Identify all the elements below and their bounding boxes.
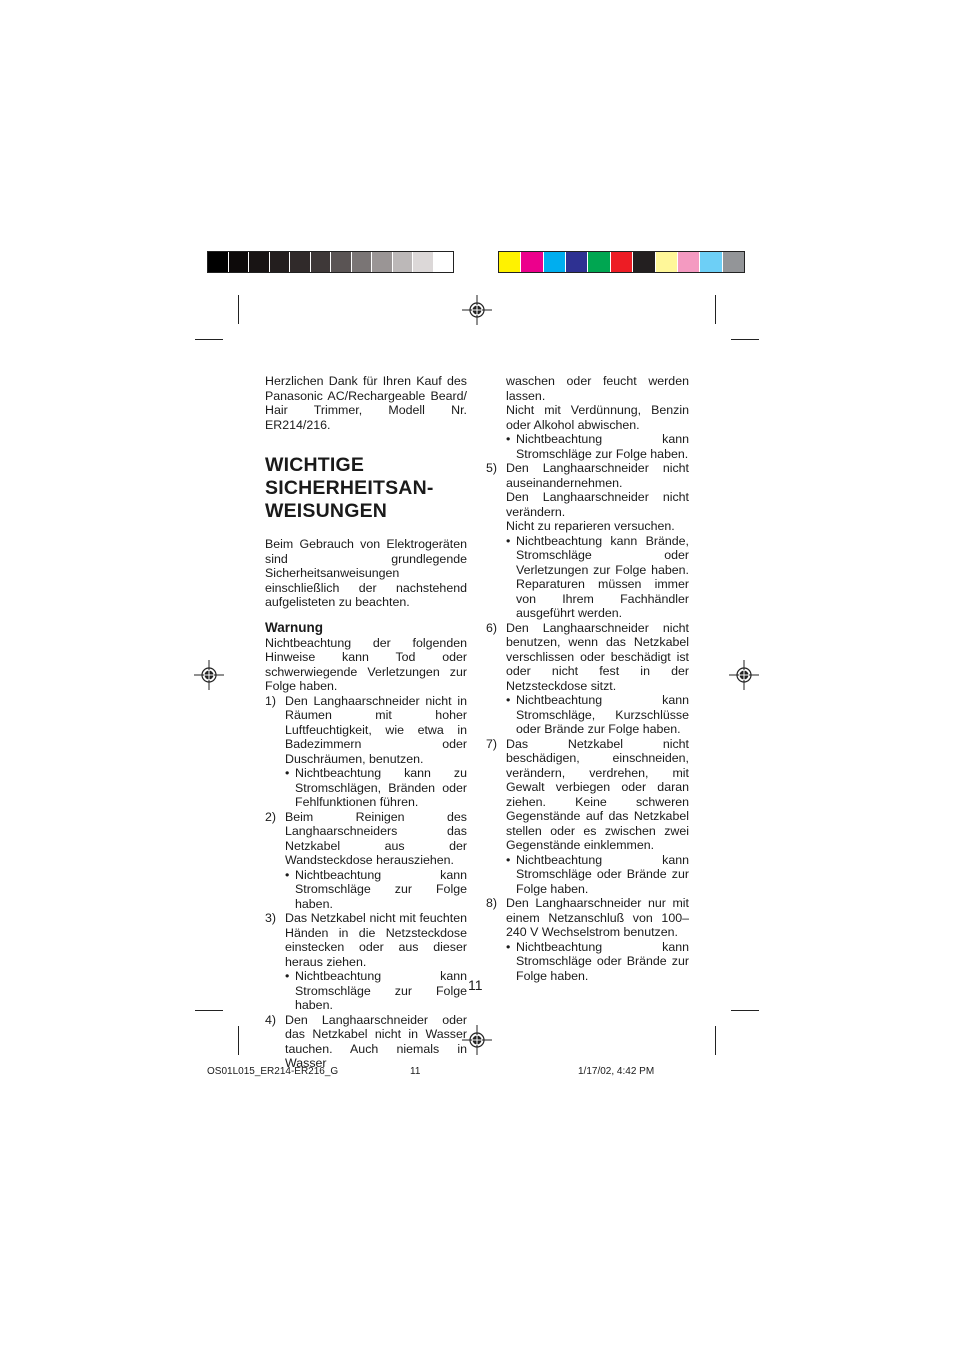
crop-mark <box>715 1026 716 1055</box>
item-number: 6) <box>486 620 498 635</box>
item-number: 8) <box>486 896 498 910</box>
crop-mark <box>238 1026 239 1055</box>
crop-mark <box>731 1010 759 1011</box>
color-swatch <box>434 252 454 272</box>
color-calibration-bar <box>498 251 745 273</box>
item-text: Den Langhaarschneider nicht benutzen, wenn das Netzkabel verschlissen oder beschädigt ist oder nicht fest in der Netzsteckdose sitzt. <box>506 620 689 693</box>
footer-left: OS01L015_ER214-ER216_G <box>207 1066 339 1077</box>
color-swatch <box>372 252 393 272</box>
crop-mark <box>238 295 239 324</box>
item-number: 3) <box>265 911 277 925</box>
registration-mark-icon <box>729 660 759 690</box>
color-swatch <box>544 252 566 272</box>
color-swatch <box>331 252 352 272</box>
numbered-item <box>265 694 467 810</box>
item-text: Das Netzkabel nicht mit feuchten Händen in die Netzsteckdose einstecken oder aus dieser heraus ziehen. <box>285 911 467 969</box>
numbered-item <box>486 461 689 621</box>
bullet-item: • Nichtbeachtung kann Stromschläge, Kurzschlüsse oder Brände zur Folge haben. <box>506 693 689 736</box>
item-text: Den Langhaarschneider nicht auseinandernehmen. <box>506 461 689 490</box>
numbered-item <box>486 896 689 983</box>
color-swatch <box>678 252 700 272</box>
page-number: 11 <box>468 977 483 993</box>
section-heading: WICHTIGE SICHERHEITSAN- WEISUNGEN <box>265 454 434 522</box>
item-text: Den Langhaarschneider oder das Netzkabel nicht in Wasser tauchen. Auch niemals in Wasser <box>285 1012 467 1070</box>
color-swatch <box>270 252 291 272</box>
intro-text: Herzlichen Dank für Ihren Kauf des Panasonic AC/Rechargeable Beard/ Hair Trimmer, Modell Nr. ER214/216. <box>265 374 467 432</box>
item-text: Den Langhaarschneider nicht verändern. <box>506 490 689 519</box>
bullet-item: • Nichtbeachtung kann zu Stromschlägen, Bränden oder Fehlfunktionen führen. <box>285 766 467 809</box>
crop-mark <box>195 339 223 340</box>
color-swatch <box>229 252 250 272</box>
color-swatch <box>700 252 722 272</box>
crop-mark <box>715 295 716 324</box>
footer-right: 1/17/02, 4:42 PM <box>578 1066 655 1077</box>
color-swatch <box>656 252 678 272</box>
item-text: Den Langhaarschneider nur mit einem Netzanschluß von 100–240 V Wechselstrom benutzen. <box>506 896 689 939</box>
numbered-item <box>486 737 689 897</box>
registration-mark-icon <box>194 660 224 690</box>
color-swatch <box>588 252 610 272</box>
color-swatch <box>393 252 414 272</box>
color-swatch <box>208 252 229 272</box>
color-swatch <box>290 252 311 272</box>
item-number: 4) <box>265 1012 277 1027</box>
footer-center: 11 <box>410 1066 421 1077</box>
item-number: 1) <box>265 693 277 708</box>
item-number: 7) <box>486 736 498 751</box>
item-number: 2) <box>265 809 277 824</box>
continued-text: waschen oder feucht werden lassen. <box>506 374 689 403</box>
color-swatch <box>352 252 373 272</box>
item-text: Beim Reinigen des Langhaarschneiders das Netzkabel aus der Wandsteckdose herausziehen. <box>285 809 467 867</box>
gray-calibration-bar <box>207 251 454 273</box>
item-text: Nicht zu reparieren versuchen. <box>506 519 675 533</box>
color-swatch <box>566 252 588 272</box>
color-swatch <box>723 252 744 272</box>
color-swatch <box>499 252 521 272</box>
color-swatch <box>611 252 633 272</box>
crop-mark <box>731 339 759 340</box>
color-swatch <box>521 252 543 272</box>
bullet-item: • Nichtbeachtung kann Stromschläge zur Folge haben. <box>285 867 467 911</box>
color-swatch <box>249 252 270 272</box>
registration-mark-icon <box>462 295 492 325</box>
item-text: Das Netzkabel nicht beschädigen, einschneiden, verändern, verdrehen, mit Gewalt verbiegen oder daran ziehen. Keine schweren Gegenstände auf das Netzkabel stellen oder es zwischen zwei Gegenstände einklemmen. <box>506 736 689 852</box>
numbered-item <box>486 621 689 737</box>
numbered-item <box>265 911 467 1013</box>
crop-mark <box>195 1010 223 1011</box>
right-column <box>486 374 689 983</box>
bullet-item: • Nichtbeachtung kann Stromschläge zur Folge haben. <box>285 969 467 1012</box>
color-swatch <box>413 252 434 272</box>
numbered-item <box>265 1013 467 1071</box>
item-number: 5) <box>486 461 498 475</box>
bullet-item: • Nichtbeachtung kann Brände, Stromschläge oder Verletzungen zur Folge haben. Reparaturen müssen immer von Ihrem Fachhändler ausgeführt werden. <box>506 533 689 620</box>
numbered-item <box>265 810 467 912</box>
item-text: Den Langhaarschneider nicht in Räumen mit hoher Luftfeuchtigkeit, wie etwa in Badezimmern oder Duschräumen, benutzen. <box>285 693 467 766</box>
warning-text: Nichtbeachtung der folgenden Hinweise kann Tod oder schwerwiegende Verletzungen zur Folge haben. <box>265 635 467 693</box>
bullet-item: • Nichtbeachtung kann Stromschläge oder Brände zur Folge haben. <box>506 939 689 983</box>
left-column <box>265 374 467 1071</box>
warning-title: Warnung <box>265 619 323 635</box>
lead-text: Beim Gebrauch von Elektrogeräten sind grundlegende Sicherheitsanweisungen einschließlich der nachstehend aufgelisteten zu beachten. <box>265 537 467 609</box>
bullet-item: • Nichtbeachtung kann Stromschläge zur Folge haben. <box>506 432 689 461</box>
color-swatch <box>311 252 332 272</box>
color-swatch <box>633 252 655 272</box>
continued-text: Nicht mit Verdünnung, Benzin oder Alkohol abwischen. <box>506 403 689 432</box>
bullet-item: • Nichtbeachtung kann Stromschläge oder Brände zur Folge haben. <box>506 852 689 896</box>
